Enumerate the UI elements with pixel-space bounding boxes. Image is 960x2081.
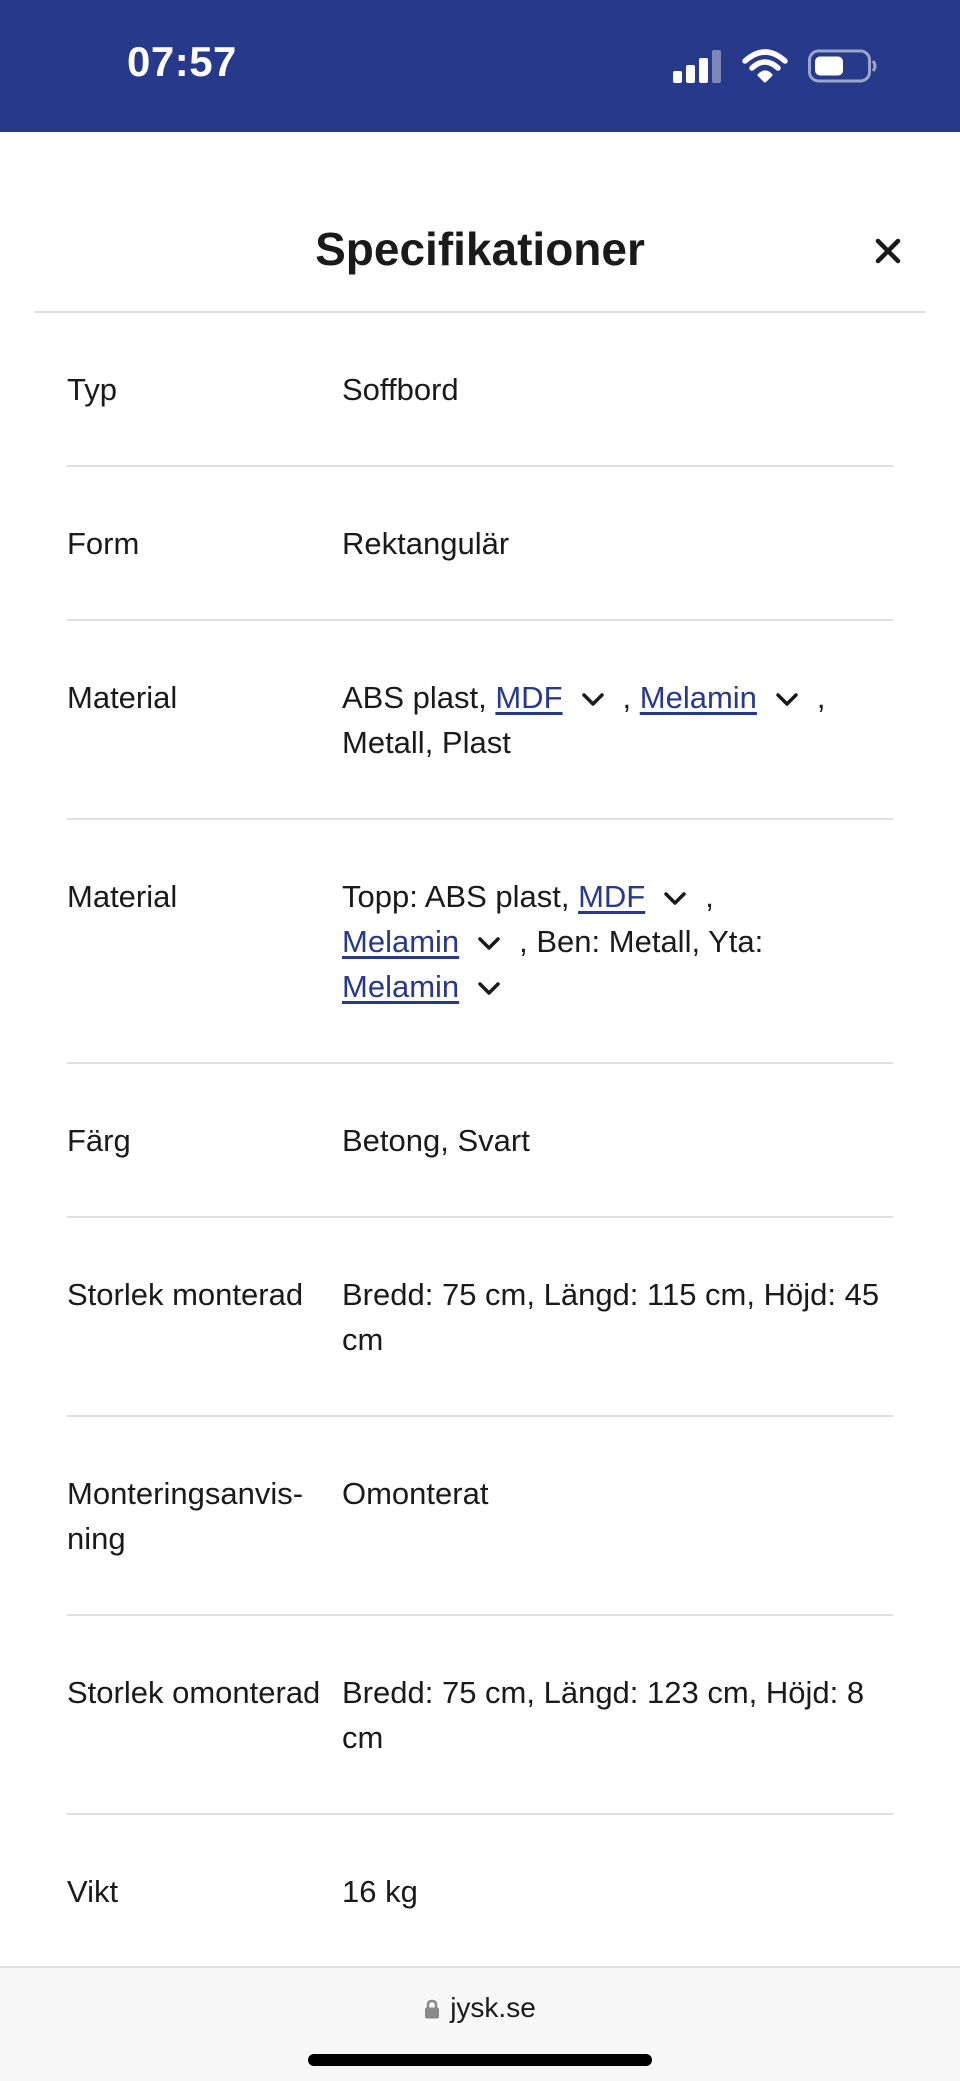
url-bar[interactable]: [0, 1992, 960, 2024]
mdf-link[interactable]: MDF: [578, 879, 646, 914]
close-icon[interactable]: [870, 233, 906, 269]
browser-bar: [0, 1966, 960, 2081]
spec-label: Storlek monterad: [67, 1277, 304, 1312]
spec-row-material-detail: [67, 820, 893, 1064]
spec-label: Typ: [67, 372, 117, 407]
status-icons: [673, 46, 878, 86]
spec-label: Material: [67, 879, 178, 914]
value-text: Topp: ABS plast,: [342, 879, 579, 914]
spec-value: Rektangulär: [342, 526, 510, 561]
lock-icon: [424, 1999, 440, 2019]
spec-label: Storlek omonterad: [67, 1675, 321, 1710]
spec-value: Omonterat: [342, 1476, 489, 1511]
spec-row-storlek-omonterad: [67, 1616, 893, 1815]
value-text: ABS plast,: [342, 680, 496, 715]
chevron-down-icon[interactable]: [663, 891, 687, 907]
spec-value: [342, 874, 893, 1009]
chevron-down-icon[interactable]: [581, 692, 605, 708]
value-text: , Metall, Plast: [342, 680, 826, 760]
value-text: ,: [622, 680, 640, 715]
value-text: ,: [705, 879, 714, 914]
modal-header: [0, 132, 960, 313]
page-title: Specifikationer: [315, 223, 645, 275]
spec-row-form: [67, 467, 893, 621]
spec-row-monteringsanvisning: [67, 1417, 893, 1616]
melamin-link[interactable]: Melamin: [639, 680, 757, 715]
chevron-down-icon[interactable]: [477, 981, 501, 997]
wifi-icon: [742, 49, 788, 83]
spec-row-farg: [67, 1064, 893, 1218]
spec-value: Betong, Svart: [342, 1123, 530, 1158]
home-indicator: [308, 2054, 652, 2066]
mdf-link[interactable]: MDF: [495, 680, 563, 715]
spec-value: Bredd: 75 cm, Längd: 123 cm, Höjd: 8 cm: [342, 1675, 865, 1755]
url-text: jysk.se: [450, 1992, 536, 2023]
chevron-down-icon[interactable]: [775, 692, 799, 708]
value-text: , Ben: Metall, Yta:: [519, 924, 764, 959]
spec-row-material: [67, 621, 893, 820]
spec-value: 16 kg: [342, 1874, 418, 1909]
spec-row-vikt: [67, 1815, 893, 1969]
spec-label: Vikt: [67, 1874, 119, 1909]
spec-label: Monteringsanvisning: [67, 1476, 304, 1556]
signal-icon: [673, 49, 722, 83]
chevron-down-icon[interactable]: [477, 936, 501, 952]
spec-row-typ: [67, 313, 893, 467]
battery-icon: [808, 49, 878, 83]
spec-list: [67, 313, 893, 1969]
spec-row-storlek-monterad: [67, 1218, 893, 1417]
spec-value: Bredd: 75 cm, Längd: 115 cm, Höjd: 45 cm: [342, 1277, 880, 1357]
melamin-link[interactable]: Melamin: [342, 969, 460, 1004]
spec-label: Form: [67, 526, 140, 561]
status-bar: [0, 0, 960, 132]
spec-label: Material: [67, 680, 178, 715]
melamin-link[interactable]: Melamin: [342, 924, 460, 959]
status-time: 07:57: [127, 38, 237, 85]
spec-value: [342, 675, 893, 765]
spec-label: Färg: [67, 1123, 131, 1158]
spec-value: Soffbord: [342, 372, 459, 407]
